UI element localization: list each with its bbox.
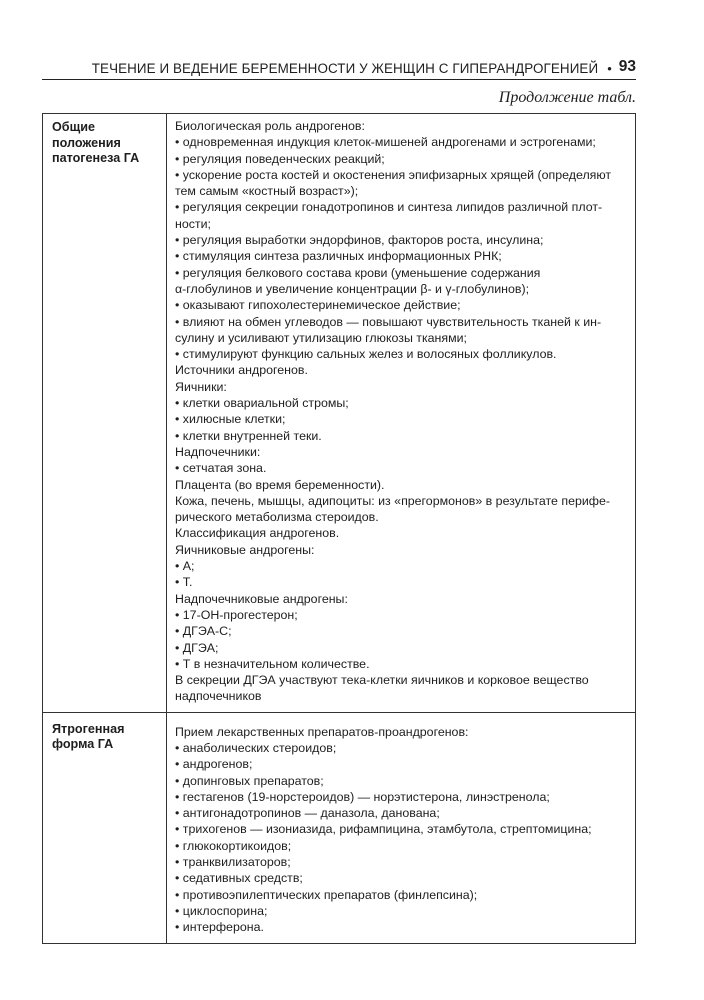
page-number: 93 [618,58,636,75]
content-line: • ДГЭА-С; [175,624,232,639]
row-content [167,114,636,713]
content-line: Классификация андрогенов. [175,526,340,541]
content-line: • противоэпилептических препаратов (финлепсина); [175,887,478,902]
content-line: • ускорение роста костей и окостенения эпифизарных хрящей (определяют [175,167,612,182]
content-line: • влияют на обмен углеводов — повышают чувствительность тканей к ин- [175,314,602,329]
content-line: • андрогенов; [175,757,253,772]
content-line: надпочечников [175,689,262,704]
content-line: • стимулируют функцию сальных желез и волосяных фолликулов. [175,347,557,362]
content-line: • стимуляция синтеза различных информационных РНК; [175,249,502,264]
content-table [42,113,636,944]
content-line: Плацента (во время беременности). [175,477,385,492]
content-line: • 17-ОН-прогестерон; [175,607,298,622]
content-line: Яичники: [175,379,227,394]
header-bullet: • [607,61,612,76]
content-line: • одновременная индукция клеток-мишеней андрогенами и эстрогенами; [175,135,596,150]
content-line: ности; [175,216,211,231]
content-line: • регуляция поведенческих реакций; [175,151,385,166]
running-header [42,54,636,80]
row-heading: Общие положения патогенеза ГА [43,114,167,713]
content-line: • ДГЭА; [175,640,219,655]
content-line: • клетки овариальной стромы; [175,396,349,411]
table-row [43,712,636,943]
content-line: • допинговых препаратов; [175,773,324,788]
content-line: В секреции ДГЭА участвуют тека-клетки яичников и корковое вещество [175,673,589,688]
content-line: Биологическая роль андрогенов: [175,119,365,133]
content-line: тем самым «костный возраст»); [175,184,359,199]
content-line: Надпочечники: [175,444,261,459]
row-content [167,712,636,943]
content-line: • Т в незначительном количестве. [175,656,370,671]
content-line: • интерферона. [175,920,264,935]
content-line: • гестагенов (19-норстероидов) — норэтистерона, линэстренола; [175,789,550,804]
content-line: • регуляция белкового состава крови (уменьшение содержания [175,265,541,280]
content-line: Надпочечниковые андрогены: [175,591,348,606]
content-line: • трихогенов — изониазида, рифампицина, этамбутола, стрептомицина; [175,822,592,837]
content-line: Источники андрогенов. [175,363,308,378]
content-line: α-глобулинов и увеличение концентрации β- и γ-глобулинов); [175,281,530,296]
content-line: Яичниковые андрогены: [175,542,315,557]
row-heading: Ятрогенная форма ГА [43,712,167,943]
content-line: рического метаболизма стероидов. [175,510,379,525]
table-row [43,114,636,713]
running-title: ТЕЧЕНИЕ И ВЕДЕНИЕ БЕРЕМЕННОСТИ У ЖЕНЩИН С ГИПЕРАНДРОГЕНИЕЙ [91,61,599,76]
content-line: Прием лекарственных препаратов-проандрогенов: [175,724,469,739]
content-line: • анаболических стероидов; [175,740,337,755]
content-line: • регуляция секреции гонадотропинов и синтеза липидов различной плот- [175,200,603,215]
content-line: • А; [175,559,195,574]
content-line: • регуляция выработки эндорфинов, факторов роста, инсулина; [175,233,544,248]
content-line: • антигонадотропинов — даназола, данована; [175,806,440,821]
content-line: • глюкокортикоидов; [175,838,292,853]
content-line: • Т. [175,575,193,590]
content-line: • оказывают гипохолестеринемическое действие; [175,298,461,313]
content-line: • седативных средств; [175,871,303,886]
content-line: сулину и усиливают утилизацию глюкозы тканями; [175,330,467,345]
table-continuation-note: Продолжение табл. [498,89,636,106]
content-line: • циклоспорина; [175,903,268,918]
content-line: • клетки внутренней теки. [175,428,322,443]
content-line: Кожа, печень, мышцы, адипоциты: из «прегормонов» в результате перифе- [175,493,611,508]
content-line: • сетчатая зона. [175,461,267,476]
content-line: • транквилизаторов; [175,855,291,870]
content-line: • хилюсные клетки; [175,412,286,427]
